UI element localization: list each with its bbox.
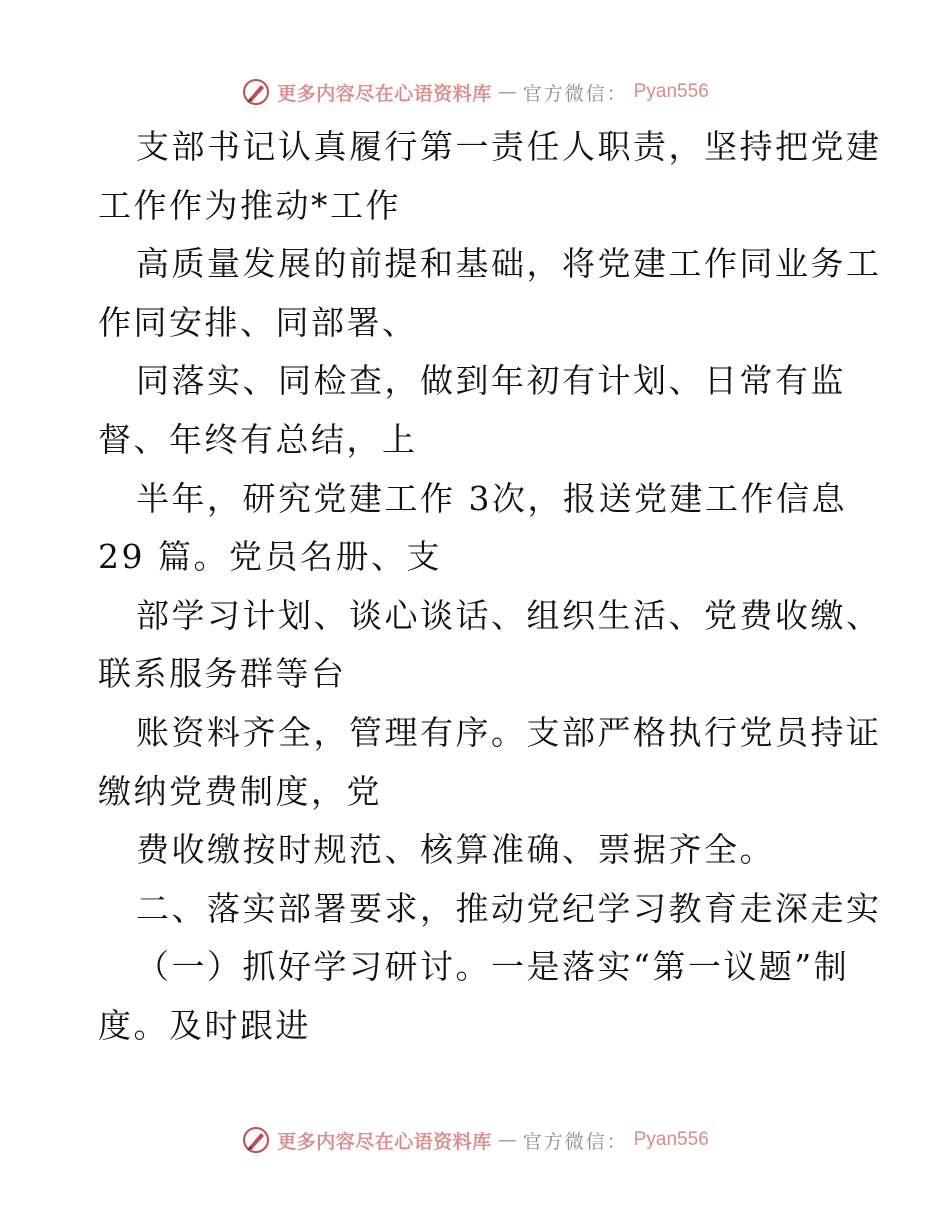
text-line: 29 篇。党员名册、支 (98, 537, 442, 577)
text-line: 费收缴按时规范、核算准确、票据齐全。 (136, 830, 775, 870)
watermark-wechat-label: 官方微信： (522, 1130, 628, 1153)
footer-watermark (0, 1120, 950, 1160)
watermark-wechat-id: Pyan556 (633, 1129, 709, 1150)
document-body (98, 118, 882, 1056)
text-line: 工作作为推动*工作 (98, 185, 401, 225)
watermark-text: 更多内容尽在心语资料库 (277, 82, 492, 105)
watermark-wechat-id: Pyan556 (633, 81, 709, 102)
section-heading: 二、落实部署要求，推动党纪学习教育走深走实 (136, 888, 882, 928)
text-line: 作同安排、同部署、 (98, 302, 418, 342)
text-line: 联系服务群等台 (98, 654, 347, 694)
text-line: 缴纳党费制度，党 (98, 771, 382, 811)
text-line: 同落实、同检查，做到年初有计划、日常有监 (136, 361, 846, 401)
pen-logo-icon (241, 1125, 271, 1155)
watermark-separator: — (497, 1129, 517, 1151)
header-watermark (0, 72, 950, 112)
watermark-wechat-label: 官方微信： (522, 82, 628, 105)
text-line: 部学习计划、谈心谈话、组织生活、党费收缴、 (136, 595, 882, 635)
text-line: 督、年终有总结，上 (98, 419, 418, 459)
watermark-text: 更多内容尽在心语资料库 (277, 1130, 492, 1153)
watermark-separator: — (497, 81, 517, 103)
text-line: 支部书记认真履行第一责任人职责，坚持把党建 (136, 127, 882, 166)
text-line: 高质量发展的前提和基础，将党建工作同业务工 (136, 244, 882, 284)
text-line: 度。及时跟进 (98, 1005, 311, 1045)
text-line: 半年，研究党建工作 3次，报送党建工作信息 (136, 478, 847, 518)
pen-logo-icon (241, 77, 271, 107)
text-line: （一）抓好学习研讨。一是落实“第一议题”制 (136, 947, 850, 987)
text-line: 账资料齐全，管理有序。支部严格执行党员持证 (136, 712, 882, 752)
